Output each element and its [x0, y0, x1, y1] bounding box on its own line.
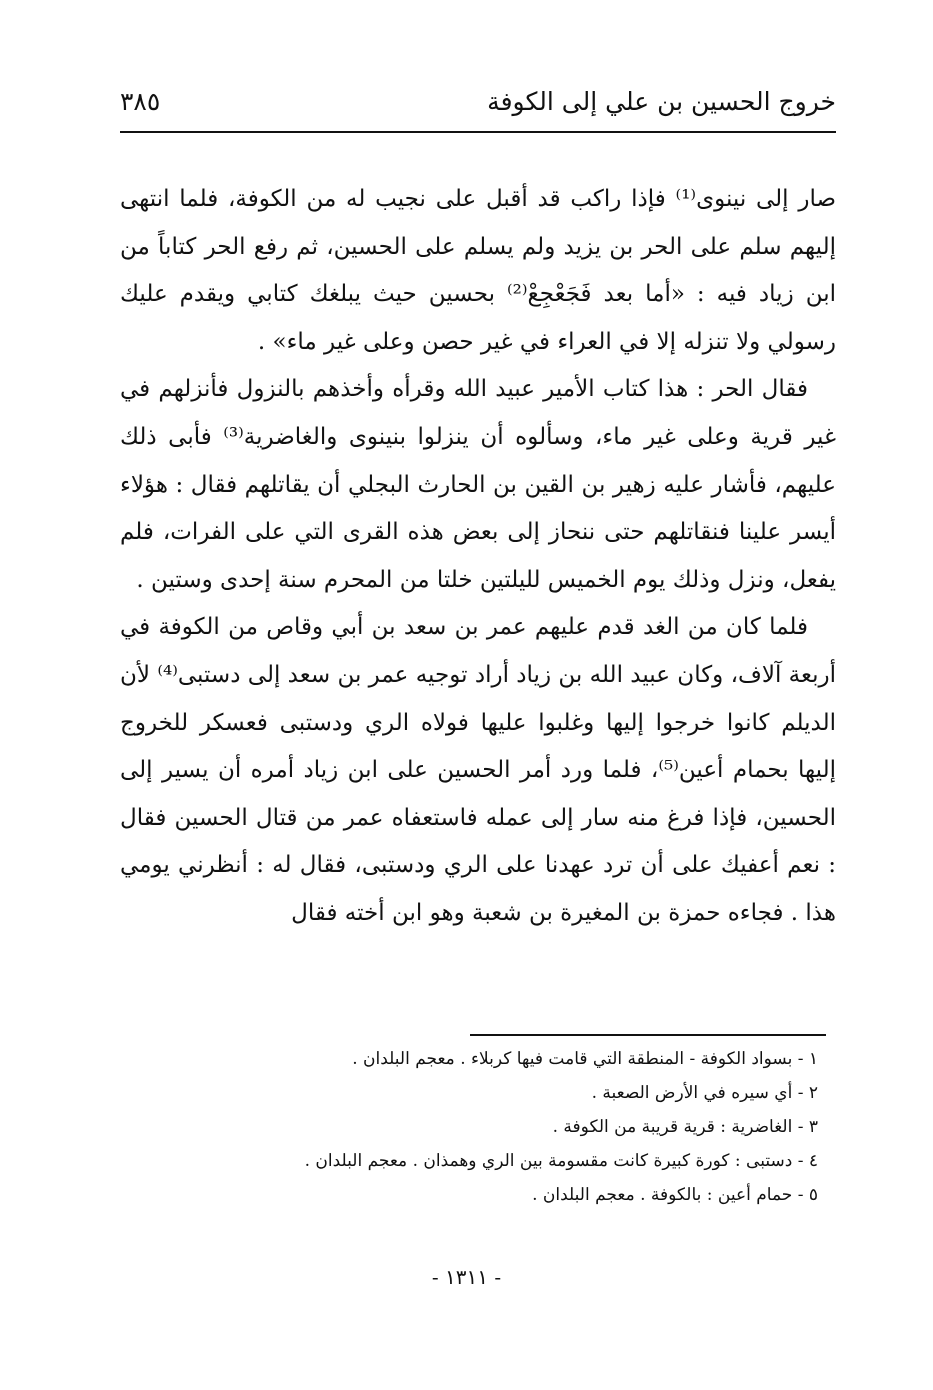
footnote-2: ٢ - أي سيره في الأرض الصعبة . — [591, 1083, 818, 1103]
folio-number: - ١٣١١ - — [431, 1265, 502, 1289]
footnote-rule — [470, 1034, 826, 1036]
footnote-1: ١ - بسواد الكوفة - المنطقة التي قامت فيها كربلاء . معجم البلدان . — [352, 1049, 818, 1069]
footnote-4: ٤ - دستبى : كورة كبيرة كانت مقسومة بين الري وهمذان . معجم البلدان . — [304, 1151, 818, 1171]
footnote-3: ٣ - الغاضرية : قرية قريبة من الكوفة . — [552, 1117, 818, 1137]
page-number: ٣٨٥ — [120, 87, 161, 116]
footnotes — [130, 1042, 836, 1212]
page-header — [120, 84, 836, 124]
running-title: خروج الحسين بن علي إلى الكوفة — [487, 87, 836, 116]
paragraph-2: فقال الحر : هذا كتاب الأمير عبيد الله وقرأه وأخذهم بالنزول فأنزلهم في غير قرية وعلى غير ماء، وسألوه أن ينزلوا بنينوى والغاضرية⁽³⁾ فأبى ذلك عليهم، فأشار عليه زهير بن القين بن الحارث البجلي أن يقاتلهم فقال : هؤلاء أيسر علينا فنقاتلهم حتى ننحاز إلى بعض هذه القرى التي على الفرات، فلم يفعل، ونزل وذلك يوم الخميس لليلتين خلتا من المحرم سنة إحدى وستين . — [120, 376, 836, 593]
main-text — [120, 176, 836, 938]
footnote-5: ٥ - حمام أعين : بالكوفة . معجم البلدان . — [532, 1185, 818, 1205]
header-rule — [120, 131, 836, 133]
paragraph-1: صار إلى نينوى⁽¹⁾ فإذا راكب قد أقبل على نجيب له من الكوفة، فلما انتهى إليهم سلم على الحر بن يزيد ولم يسلم على الحسين، ثم رفع الحر كتاباً من ابن زياد فيه : «أما بعد فَجَعْجِعْ⁽²⁾ بحسين حيث يبلغك كتابي ويقدم عليك رسولي ولا تنزله إلا في العراء في غير حصن وعلى غير ماء» . — [120, 186, 836, 355]
paragraph-3: فلما كان من الغد قدم عليهم عمر بن سعد بن أبي وقاص من الكوفة في أربعة آلاف، وكان عبيد الله بن زياد أراد توجيه عمر بن سعد إلى دستبى⁽⁴⁾ لأن الديلم كانوا خرجوا إليها وغلبوا عليها فولاه الري ودستبى فعسكر للخروج إليها بحمام أعين⁽⁵⁾، فلما ورد أمر الحسين على ابن زياد أمره أن يسير إلى الحسين، فإذا فرغ منه سار إلى عمله فاستعفاه عمر من قتال الحسين فقال : نعم أعفيك على أن ترد عهدنا على الري ودستبى، فقال له : أنظرني يومي هذا . فجاءه حمزة بن المغيرة بن شعبة وهو ابن أخته فقال — [120, 614, 837, 926]
